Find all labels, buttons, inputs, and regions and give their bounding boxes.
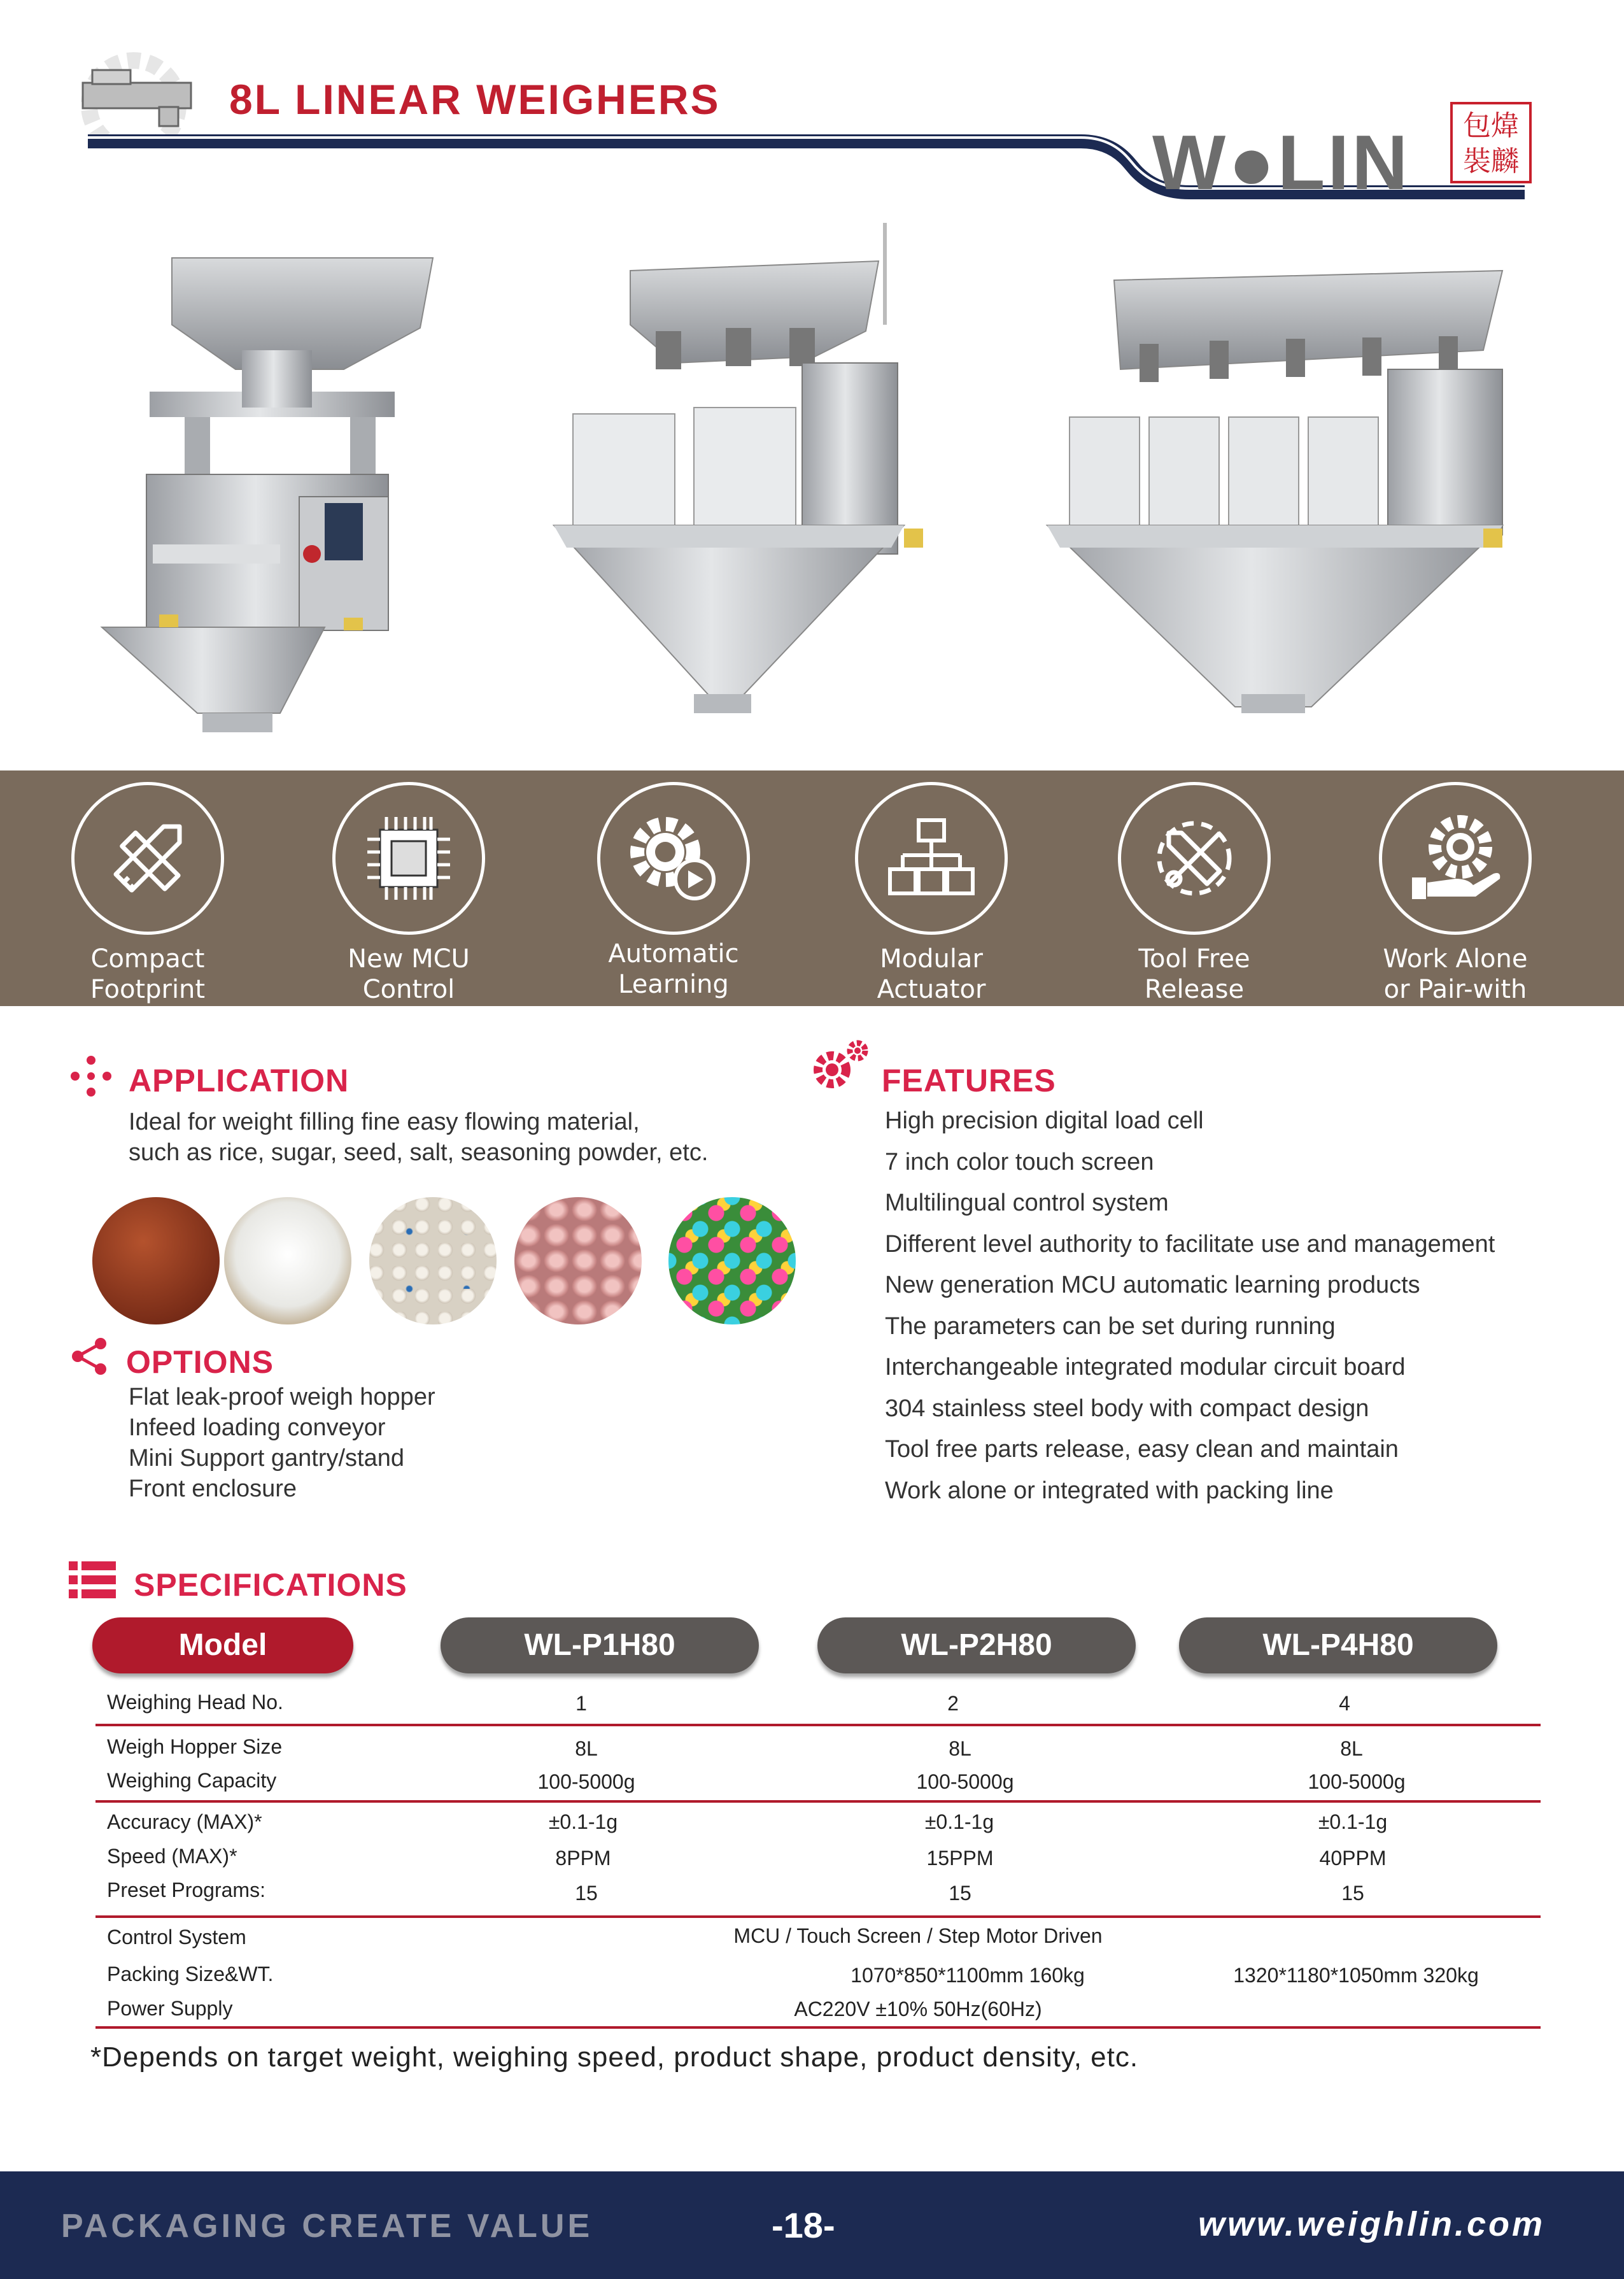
page-header bbox=[0, 0, 1624, 229]
spec-cell: 15 bbox=[1341, 1882, 1364, 1905]
spec-cell: 100-5000g bbox=[537, 1770, 635, 1793]
spec-cell: 8PPM bbox=[555, 1847, 611, 1870]
spec-label-hopper: Weigh Hopper Size bbox=[107, 1735, 283, 1758]
spec-label-packing: Packing Size&WT. bbox=[107, 1963, 274, 1985]
list-item: Front enclosure bbox=[129, 1475, 297, 1502]
list-item: The parameters can be set during running bbox=[885, 1312, 1336, 1340]
list-item: Mini Support gantry/stand bbox=[129, 1445, 405, 1472]
brand-logo: W●LIN bbox=[1152, 119, 1411, 206]
spec-cell: 100-5000g bbox=[1308, 1770, 1406, 1793]
sample-candy bbox=[668, 1197, 796, 1324]
spec-label-heads: Weighing Head No. bbox=[107, 1691, 283, 1714]
row-divider bbox=[95, 1800, 1541, 1803]
spec-cell: 40PPM bbox=[1319, 1847, 1387, 1870]
band-label: Compact Footprint bbox=[90, 944, 206, 1004]
single-head-linear-weigher-photo bbox=[89, 255, 458, 739]
specifications-heading: SPECIFICATIONS bbox=[134, 1567, 407, 1603]
band-item-compact-footprint bbox=[43, 782, 253, 1005]
model-pill-p4h80: WL-P4H80 bbox=[1179, 1617, 1497, 1673]
sample-sugar bbox=[224, 1197, 351, 1324]
spec-label-control: Control System bbox=[107, 1926, 246, 1949]
list-item: 304 stainless steel body with compact design bbox=[885, 1395, 1369, 1422]
sample-seeds bbox=[369, 1197, 497, 1324]
band-item-modular-actuator bbox=[826, 782, 1036, 1005]
features-list bbox=[885, 1100, 1495, 1511]
spec-cell: 15 bbox=[575, 1882, 598, 1905]
seal-char: 煒 bbox=[1491, 110, 1519, 142]
spec-cell: ±0.1-1g bbox=[548, 1810, 618, 1833]
spec-footnote: *Depends on target weight, weighing speed, product shape, product density, etc. bbox=[90, 2041, 1139, 2073]
two-head-linear-weigher-photo bbox=[547, 223, 942, 720]
spec-cell: 100-5000g bbox=[916, 1770, 1014, 1793]
application-line: Ideal for weight filling fine easy flowing material, bbox=[129, 1109, 640, 1135]
spec-cell-control: MCU / Touch Screen / Step Motor Driven bbox=[733, 1924, 1103, 1947]
list-icon bbox=[69, 1561, 116, 1598]
seal-char: 麟 bbox=[1491, 145, 1519, 178]
band-label: Tool Free Release bbox=[1138, 944, 1250, 1004]
options-list bbox=[129, 1382, 435, 1504]
spec-cell: 1 bbox=[575, 1692, 587, 1715]
application-heading: APPLICATION bbox=[129, 1063, 350, 1098]
model-header-pill: Model bbox=[92, 1617, 353, 1673]
list-item: Multilingual control system bbox=[885, 1189, 1169, 1216]
model-pill-p1h80: WL-P1H80 bbox=[441, 1617, 759, 1673]
band-label: Automatic Learning bbox=[608, 939, 739, 999]
band-item-tool-free-release bbox=[1089, 782, 1299, 1005]
spec-label-power: Power Supply bbox=[107, 1997, 233, 2020]
spec-cell: 15 bbox=[949, 1882, 971, 1905]
website-link[interactable]: www.weighlin.com bbox=[1198, 2205, 1546, 2243]
features-heading: FEATURES bbox=[882, 1063, 1056, 1098]
spec-label-accuracy: Accuracy (MAX)* bbox=[107, 1810, 262, 1833]
gear-play-icon bbox=[597, 782, 750, 935]
options-heading: OPTIONS bbox=[126, 1344, 274, 1380]
spec-cell: 2 bbox=[947, 1692, 959, 1715]
band-label: Work Alone or Pair-with bbox=[1383, 944, 1528, 1004]
application-description bbox=[129, 1107, 708, 1168]
band-item-automatic-learning bbox=[568, 782, 779, 1000]
band-label: Modular Actuator bbox=[877, 944, 986, 1004]
wrench-screwdriver-icon bbox=[1118, 782, 1271, 935]
list-item: Flat leak-proof weigh hopper bbox=[129, 1384, 435, 1410]
spec-cell-power: AC220V ±10% 50Hz(60Hz) bbox=[794, 1998, 1042, 2020]
row-divider bbox=[95, 1724, 1541, 1726]
spec-cell-packing-small: 1070*850*1100mm 160kg bbox=[851, 1964, 1085, 1987]
band-item-new-mcu-control bbox=[304, 782, 514, 1005]
four-head-linear-weigher-photo bbox=[1044, 267, 1522, 720]
hierarchy-icon bbox=[855, 782, 1008, 935]
hand-gear-icon bbox=[1379, 782, 1532, 935]
dots-cross-icon bbox=[69, 1054, 113, 1098]
spec-cell: 8L bbox=[1340, 1737, 1363, 1760]
page-number: -18- bbox=[772, 2205, 835, 2245]
list-item: Infeed loading conveyor bbox=[129, 1414, 386, 1441]
list-item: New generation MCU automatic learning products bbox=[885, 1272, 1420, 1298]
sample-powder bbox=[92, 1197, 220, 1324]
list-item: Different level authority to facilitate use and management bbox=[885, 1230, 1495, 1258]
spec-cell: 8L bbox=[575, 1737, 598, 1760]
chip-icon bbox=[332, 782, 485, 935]
spec-label-presets: Preset Programs: bbox=[107, 1878, 265, 1901]
spec-cell: 15PPM bbox=[926, 1847, 994, 1870]
spec-cell: 4 bbox=[1339, 1692, 1350, 1715]
list-item: Interchangeable integrated modular circuit board bbox=[885, 1354, 1406, 1381]
gears-icon bbox=[810, 1039, 873, 1090]
list-item: Tool free parts release, easy clean and maintain bbox=[885, 1436, 1399, 1463]
sample-peanuts bbox=[514, 1197, 642, 1324]
list-item: 7 inch color touch screen bbox=[885, 1148, 1154, 1175]
spec-cell: ±0.1-1g bbox=[924, 1810, 994, 1833]
model-pill-p2h80: WL-P2H80 bbox=[817, 1617, 1136, 1673]
seal-char: 裝 bbox=[1463, 145, 1491, 178]
share-icon bbox=[69, 1336, 109, 1377]
spec-label-capacity: Weighing Capacity bbox=[107, 1769, 277, 1792]
spec-label-speed: Speed (MAX)* bbox=[107, 1845, 237, 1868]
spec-cell: 8L bbox=[949, 1737, 971, 1760]
list-item: High precision digital load cell bbox=[885, 1107, 1204, 1134]
footer-slogan: PACKAGING CREATE VALUE bbox=[61, 2208, 593, 2245]
list-item: Work alone or integrated with packing line bbox=[885, 1477, 1334, 1504]
pencil-ruler-icon bbox=[71, 782, 224, 935]
page-title: 8L LINEAR WEIGHERS bbox=[229, 76, 721, 123]
spec-cell: ±0.1-1g bbox=[1318, 1810, 1388, 1833]
spec-cell-packing-large: 1320*1180*1050mm 320kg bbox=[1233, 1964, 1479, 1987]
page-footer bbox=[0, 2171, 1624, 2279]
application-line: such as rice, sugar, seed, salt, seasoning powder, etc. bbox=[129, 1139, 709, 1166]
band-item-work-alone-or-pair-with bbox=[1350, 782, 1560, 1005]
row-divider bbox=[95, 1915, 1541, 1918]
feature-icon-band bbox=[0, 770, 1624, 1006]
row-divider bbox=[95, 2026, 1541, 2029]
band-label: New MCU Control bbox=[348, 944, 470, 1004]
seal-char: 包 bbox=[1463, 110, 1491, 142]
brand-seal bbox=[1450, 102, 1532, 183]
